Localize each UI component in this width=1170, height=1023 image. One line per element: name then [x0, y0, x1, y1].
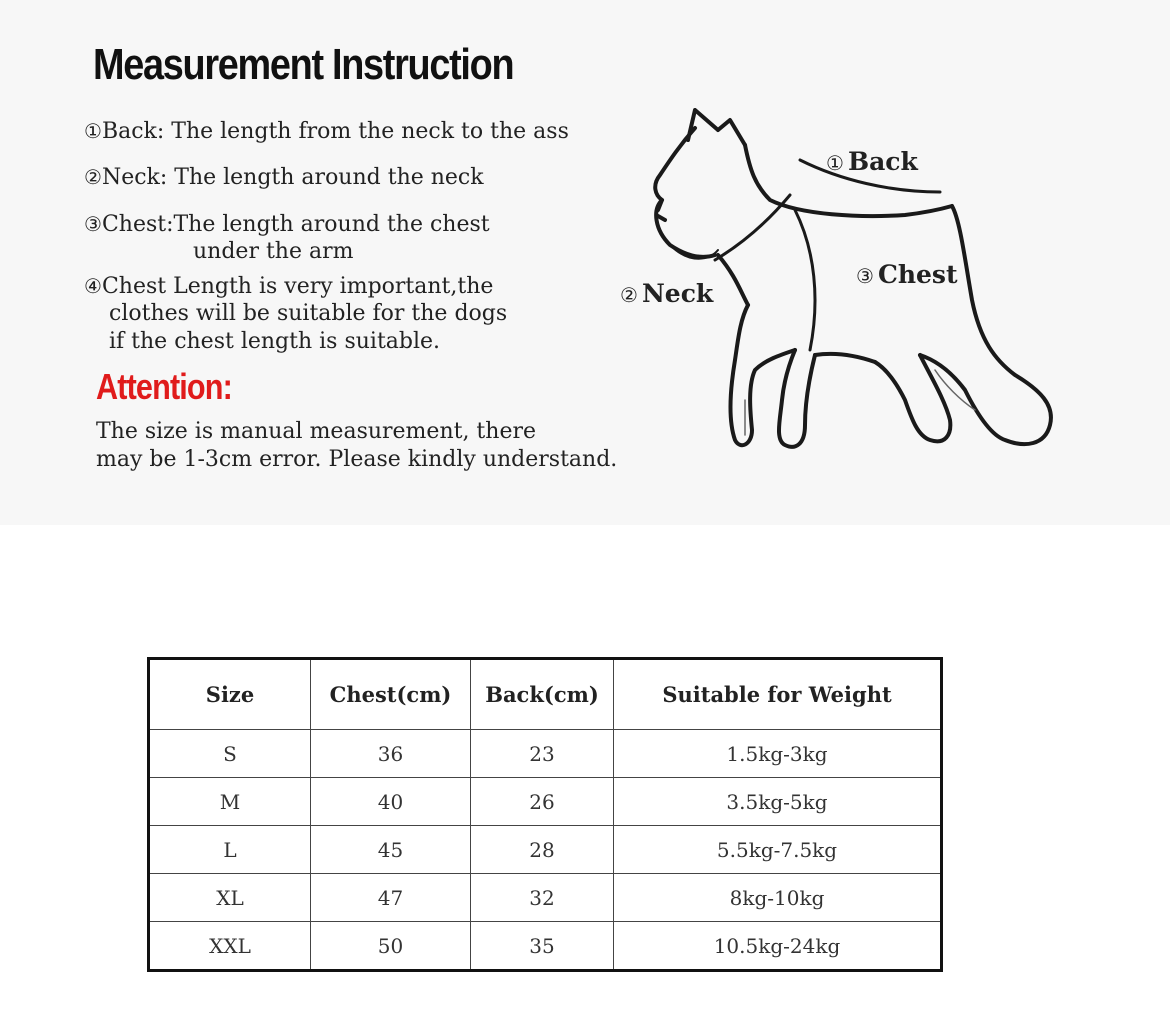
attention-heading: Attention: [96, 366, 232, 407]
attention-line-1: The size is manual measurement, there [96, 419, 536, 444]
dog-belly [815, 354, 875, 362]
dog-front-leg [779, 350, 815, 447]
dog-snout [658, 200, 665, 220]
instruction-neck [84, 163, 484, 192]
attention-note [96, 418, 617, 474]
dog-ear [718, 120, 745, 145]
cell-chest: 50 [311, 922, 471, 971]
circled-number-2: ② [620, 283, 638, 307]
cell-size: L [149, 826, 311, 874]
instruction-chest-length [84, 272, 493, 301]
dog-chest [718, 255, 748, 305]
table-row [149, 922, 942, 971]
cell-back: 26 [471, 778, 614, 826]
cell-chest: 36 [311, 730, 471, 778]
diagram-label-neck-text: Neck [641, 279, 714, 308]
circled-number-1: ① [826, 151, 844, 175]
table-header-row [149, 659, 942, 730]
dog-ear [688, 110, 718, 140]
dog-head [655, 128, 715, 257]
attention-line-2: may be 1-3cm error. Please kindly understand. [96, 447, 618, 472]
instruction-back-text: Back: The length from the neck to the ass [101, 119, 569, 144]
table-row [149, 778, 942, 826]
cell-chest: 45 [311, 826, 471, 874]
circled-number-1: ① [84, 119, 102, 143]
diagram-label-back [826, 147, 918, 176]
cell-weight: 5.5kg-7.5kg [614, 826, 942, 874]
instruction-chest-cont: under the arm [193, 239, 354, 264]
instruction-chest-length-cont-2: if the chest length is suitable. [109, 329, 441, 354]
table-row [149, 874, 942, 922]
cell-weight: 8kg-10kg [614, 874, 942, 922]
table-row [149, 826, 942, 874]
cell-size: XXL [149, 922, 311, 971]
dog-rear [920, 206, 1051, 444]
instruction-chest [84, 210, 490, 239]
circled-number-2: ② [84, 165, 102, 189]
cell-back: 32 [471, 874, 614, 922]
cell-back: 23 [471, 730, 614, 778]
circled-number-4: ④ [84, 274, 102, 298]
diagram-label-neck [620, 279, 713, 308]
cell-size: S [149, 730, 311, 778]
instruction-chest-length-text: Chest Length is very important,the [101, 274, 494, 299]
cell-weight: 3.5kg-5kg [614, 778, 942, 826]
diagram-label-back-text: Back [847, 147, 918, 176]
header-back: Back(cm) [471, 659, 614, 730]
size-chart-table [147, 657, 943, 972]
instruction-back [84, 117, 569, 146]
cell-chest: 40 [311, 778, 471, 826]
table-row [149, 730, 942, 778]
cell-chest: 47 [311, 874, 471, 922]
cell-size: XL [149, 874, 311, 922]
header-size: Size [149, 659, 311, 730]
diagram-label-chest [856, 260, 958, 289]
instruction-neck-text: Neck: The length around the neck [101, 165, 484, 190]
cell-weight: 1.5kg-3kg [614, 730, 942, 778]
diagram-label-chest-text: Chest [877, 260, 958, 289]
header-weight: Suitable for Weight [614, 659, 942, 730]
instruction-chest-text: Chest:The length around the chest [101, 212, 490, 237]
circled-number-3: ③ [84, 212, 102, 236]
cell-weight: 10.5kg-24kg [614, 922, 942, 971]
chest-measure-line [795, 210, 815, 350]
header-chest: Chest(cm) [311, 659, 471, 730]
cell-back: 35 [471, 922, 614, 971]
page-title: Measurement Instruction [93, 40, 514, 89]
cell-back: 28 [471, 826, 614, 874]
circled-number-3: ③ [856, 264, 874, 288]
dog-rear-leg [875, 355, 950, 441]
cell-size: M [149, 778, 311, 826]
instruction-chest-length-cont-1: clothes will be suitable for the dogs [109, 301, 508, 326]
